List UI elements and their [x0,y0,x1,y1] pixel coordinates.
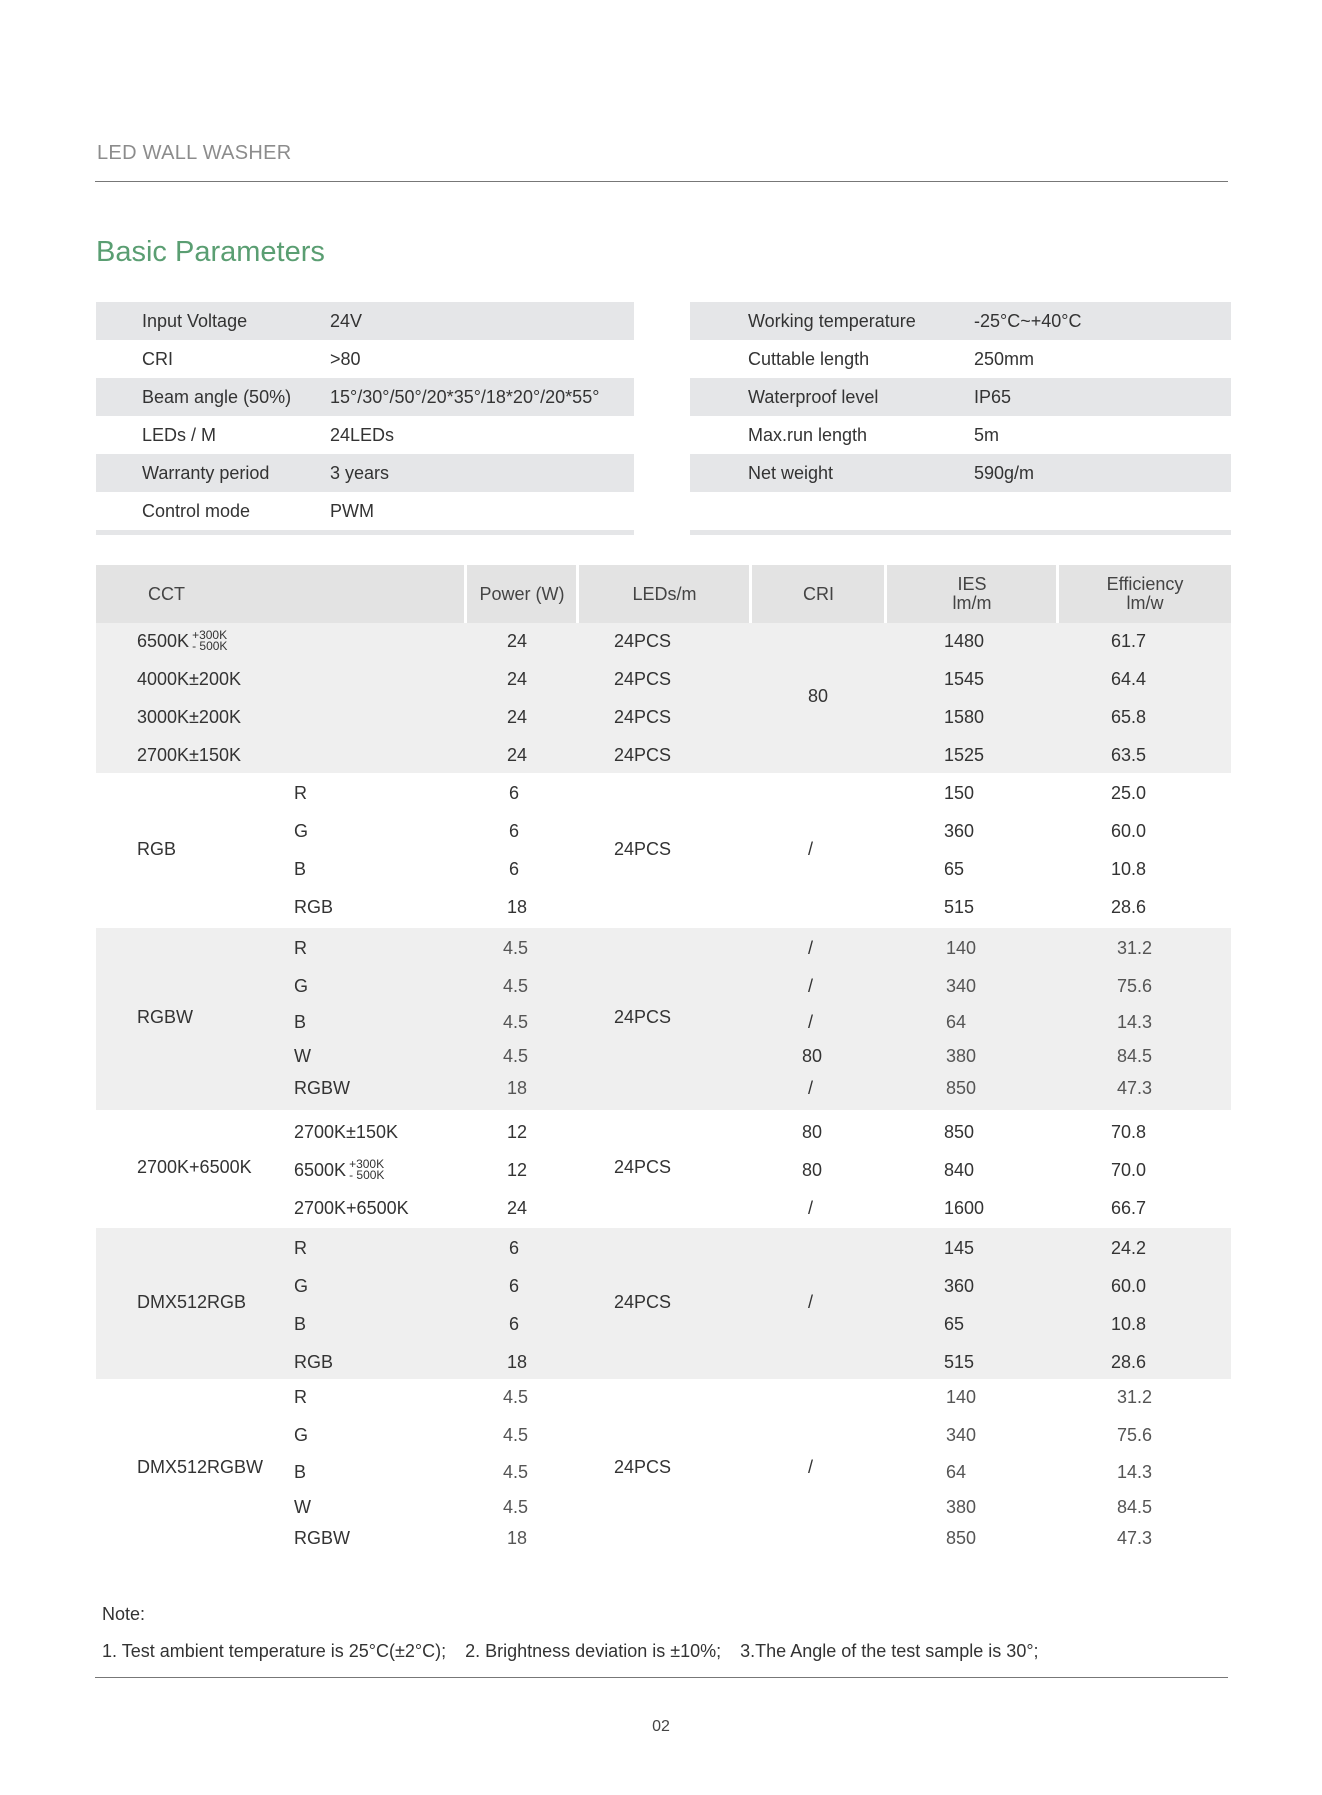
channel-value: B [294,1462,307,1482]
power-cell: 24 [507,669,528,689]
spec-key: Cuttable length [748,348,870,369]
spec-row [96,378,634,416]
section-title: Basic Parameters [96,236,325,268]
note-item: 3.The Angle of the test sample is 30°; [740,1641,1039,1661]
group-label: DMX512RGB [137,1291,247,1312]
power-cell: 4.5 [503,1497,529,1517]
ies-cell: 380 [946,1497,977,1517]
note-item: 1. Test ambient temperature is 25°C(±2°C); [102,1641,447,1661]
power-cell: 4.5 [503,1012,529,1032]
cri-cell: 80 [802,1046,823,1066]
channel-value: RGBW [294,1078,350,1098]
efficiency-cell: 61.7 [1111,631,1147,651]
efficiency-cell: 84.5 [1117,1497,1153,1517]
channel-value: W [294,1046,311,1066]
power-cell: 4.5 [503,1387,529,1407]
power-cell: 18 [507,1352,528,1372]
table-row [96,1228,1231,1379]
header-efficiency-unit: lm/w [1126,593,1164,613]
ies-cell: 360 [944,1276,975,1296]
ies-cell: 850 [946,1528,977,1548]
cct-value: 6500K [137,631,190,651]
page-number: 02 [652,1718,670,1735]
channel-value: R [294,783,307,803]
spec-row [96,416,634,454]
channel-cell [294,1352,333,1373]
spec-value: 24LEDs [330,424,395,445]
spec-key: Max.run length [748,424,868,445]
cct-value: 3000K±200K [137,707,241,727]
spec-key: Beam angle (50%) [142,386,292,407]
efficiency-cell: 28.6 [1111,897,1147,917]
ies-cell: 140 [946,938,977,958]
cri-cell: 80 [802,1160,823,1180]
efficiency-cell: 28.6 [1111,1352,1147,1372]
spec-value: PWM [330,500,374,521]
leds-merged: 24PCS [614,1457,672,1477]
header-power-label: Power (W) [479,583,565,604]
table-row [96,928,1231,1110]
power-cell: 18 [507,897,528,917]
power-cell: 4.5 [503,1046,529,1066]
header-leds-label: LEDs/m [632,583,697,604]
spec-key: Control mode [142,500,251,521]
header-efficiency [1059,565,1231,623]
channel-value: G [294,1276,309,1296]
spec-table-left [96,302,634,535]
header-cri [752,565,885,623]
table-block-dmx512rgbw [96,1379,1231,1559]
efficiency-cell: 25.0 [1111,783,1147,803]
ies-cell: 140 [946,1387,977,1407]
spec-value: 3 years [330,462,390,483]
header-cct [96,565,465,623]
ies-cell: 340 [946,1425,977,1445]
power-cell: 6 [509,859,520,879]
spec-row [690,302,1231,340]
channel-value: 2700K±150K [294,1122,398,1142]
ies-cell: 340 [946,976,977,996]
efficiency-cell: 60.0 [1111,821,1147,841]
cri-cell: / [808,1198,814,1218]
efficiency-cell: 70.8 [1111,1122,1147,1142]
ies-cell: 850 [944,1122,975,1142]
spec-table-right [690,302,1231,535]
header-power [467,565,577,623]
ies-cell: 360 [944,821,975,841]
spec-bottom-bar [96,530,634,535]
group-label: 2700K+6500K [137,1157,252,1177]
group-label: DMX512RGBW [137,1457,264,1477]
spec-value: 590g/m [974,462,1035,483]
efficiency-cell: 75.6 [1117,976,1153,996]
power-cell: 6 [509,1238,520,1258]
efficiency-cell: 63.5 [1111,745,1147,765]
ies-cell: 150 [944,783,975,803]
table-block-cct [96,623,1231,773]
power-cell: 6 [509,783,520,803]
channel-value: B [294,1314,307,1334]
spec-row [96,454,634,492]
power-cell: 6 [509,821,520,841]
power-cell: 18 [507,1078,528,1098]
header-efficiency-label: Efficiency [1106,574,1184,594]
ies-cell: 145 [944,1238,975,1258]
spec-key: LEDs / M [142,424,217,445]
efficiency-cell: 24.2 [1111,1238,1147,1258]
cri-merged: / [808,1291,814,1312]
power-cell: 4.5 [503,1462,529,1482]
spec-row [690,378,1231,416]
header-cri-label: CRI [803,583,834,604]
spec-key: Input Voltage [142,310,248,331]
table-row [96,773,1231,928]
header-leds [579,565,750,623]
ies-cell: 64 [946,1462,967,1482]
power-cell: 24 [507,631,528,651]
channel-value: R [294,938,307,958]
spec-value: -25°C~+40°C [974,310,1082,331]
efficiency-cell: 66.7 [1111,1198,1147,1218]
ies-cell: 1545 [944,669,985,689]
ies-cell: 380 [946,1046,977,1066]
leds-cell: 24PCS [614,707,672,727]
ies-cell: 515 [944,1352,975,1372]
channel-value: R [294,1238,307,1258]
efficiency-cell: 47.3 [1117,1528,1153,1548]
spec-row [96,492,634,530]
table-header-row [96,565,1231,623]
efficiency-cell: 10.8 [1111,859,1147,879]
spec-value: 250mm [974,348,1035,369]
channel-value: 2700K+6500K [294,1198,409,1218]
ies-cell: 64 [946,1012,967,1032]
power-cell: 24 [507,1198,528,1218]
header-ies [887,565,1057,623]
tolerance-minus: - 500K [349,1168,385,1183]
efficiency-cell: 65.8 [1111,707,1147,727]
table-row [96,1379,1231,1559]
leds-merged: 24PCS [614,1157,672,1177]
leds-cell: 24PCS [614,745,672,765]
ies-cell: 1525 [944,745,985,765]
cri-cell: 80 [802,1122,823,1142]
channel-value: RGB [294,897,334,917]
header-ies-label: IES [957,574,987,594]
performance-table [96,565,1231,1559]
spec-key: Waterproof level [748,386,879,407]
table-body [96,623,1231,1559]
note-item: 2. Brightness deviation is ±10%; [465,1641,722,1661]
channel-cell [294,897,333,918]
group-label: RGBW [137,1007,193,1027]
ies-cell: 840 [944,1160,975,1180]
ies-cell: 1580 [944,707,985,727]
efficiency-cell: 64.4 [1111,669,1147,689]
ies-cell: 515 [944,897,975,917]
note-title: Note: [102,1604,146,1624]
channel-cell [294,1198,409,1219]
channel-value: RGBW [294,1528,350,1548]
channel-value: RGB [294,1352,334,1372]
cri-cell: / [808,1078,814,1098]
cri-merged: / [808,1457,814,1477]
channel-value: W [294,1497,311,1517]
spec-row [690,416,1231,454]
table-block-dmx512rgb [96,1228,1231,1379]
cri-merged: / [808,838,814,859]
leds-cell: 24PCS [614,669,672,689]
efficiency-cell: 47.3 [1117,1078,1153,1098]
power-cell: 4.5 [503,1425,529,1445]
channel-value: 6500K [294,1160,347,1180]
efficiency-cell: 14.3 [1117,1012,1153,1032]
channel-value: G [294,821,309,841]
channel-cell [294,1528,350,1549]
leds-merged: 24PCS [614,838,672,859]
group-label: RGB [137,838,177,859]
power-cell: 4.5 [503,938,529,958]
spec-key: Net weight [748,462,834,483]
cri-merged: 80 [808,686,829,706]
header-ies-unit: lm/m [952,593,992,613]
table-block-2700k-6500k [96,1110,1231,1228]
cri-cell: / [808,976,814,996]
tolerance-plus: +300K [192,628,228,643]
table-row [96,623,1231,773]
note-items [102,1641,1053,1662]
channel-cell [294,1078,350,1099]
channel-value: R [294,1387,307,1407]
efficiency-cell: 75.6 [1117,1425,1153,1445]
power-cell: 24 [507,707,528,727]
channel-value: B [294,1012,307,1032]
ies-cell: 65 [944,859,965,879]
header-divider [95,181,1228,182]
footer-divider [95,1677,1228,1678]
table-block-rgbw [96,928,1231,1110]
spec-key: Warranty period [142,462,270,483]
cri-cell: / [808,1012,814,1032]
power-cell: 12 [507,1122,528,1142]
efficiency-cell: 84.5 [1117,1046,1153,1066]
spec-row [690,340,1231,378]
channel-value: G [294,976,309,996]
header-cct-label: CCT [148,583,185,604]
power-cell: 24 [507,745,528,765]
power-cell: 6 [509,1276,520,1296]
tolerance-minus: - 500K [192,639,228,654]
table-row [96,1110,1231,1228]
efficiency-cell: 70.0 [1111,1160,1147,1180]
power-cell: 18 [507,1528,528,1548]
spec-row [690,454,1231,492]
channel-value: G [294,1425,309,1445]
power-cell: 6 [509,1314,520,1334]
spec-row [96,340,634,378]
ies-cell: 65 [944,1314,965,1334]
document-header-title: LED WALL WASHER [97,142,292,164]
spec-bottom-bar [690,530,1231,535]
efficiency-cell: 60.0 [1111,1276,1147,1296]
spec-value: 24V [330,310,363,331]
cct-value: 2700K±150K [137,745,241,765]
efficiency-cell: 31.2 [1117,938,1153,958]
channel-value: B [294,859,307,879]
leds-merged: 24PCS [614,1291,672,1312]
tolerance-plus: +300K [349,1157,385,1172]
ies-cell: 850 [946,1078,977,1098]
spec-row [96,302,634,340]
spec-key: Working temperature [748,310,916,331]
spec-value: IP65 [974,386,1012,407]
ies-cell: 1600 [944,1198,985,1218]
efficiency-cell: 10.8 [1111,1314,1147,1334]
ies-cell: 1480 [944,631,985,651]
power-cell: 4.5 [503,976,529,996]
spec-value: >80 [330,348,361,369]
spec-key: CRI [142,348,173,369]
spec-row-empty [690,492,1231,530]
spec-value: 5m [974,424,1000,445]
efficiency-cell: 14.3 [1117,1462,1153,1482]
cct-cell [137,745,241,766]
leds-merged: 24PCS [614,1007,672,1027]
cri-cell: / [808,938,814,958]
leds-cell: 24PCS [614,631,672,651]
spec-value: 15°/30°/50°/20*35°/18*20°/20*55° [330,386,600,407]
power-cell: 12 [507,1160,528,1180]
efficiency-cell: 31.2 [1117,1387,1153,1407]
cct-value: 4000K±200K [137,669,241,689]
table-block-rgb [96,773,1231,928]
